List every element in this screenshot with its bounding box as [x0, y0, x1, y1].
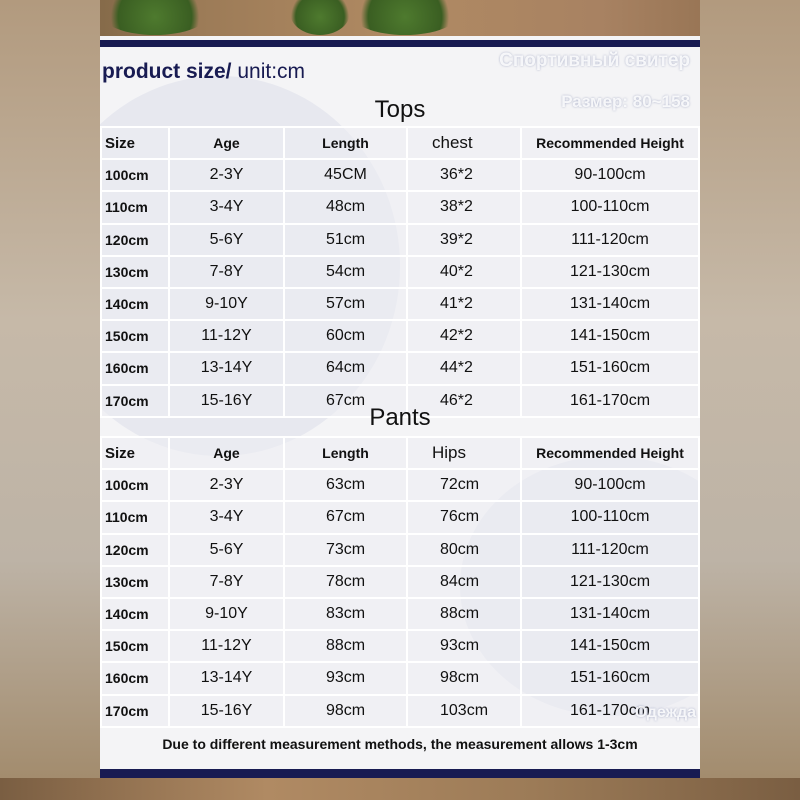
- column-header: Length: [285, 436, 408, 470]
- length-cell: 88cm: [285, 631, 408, 663]
- recommended-height-cell: 161-170cm: [522, 386, 700, 418]
- size-cell: 170cm: [100, 386, 170, 418]
- table-header-row: [100, 436, 700, 470]
- background-wood-bottom: [0, 778, 800, 800]
- length-cell: 67cm: [285, 386, 408, 418]
- measurement-cell: 46*2: [408, 386, 522, 418]
- age-cell: 9-10Y: [170, 599, 285, 631]
- table-row: [100, 257, 700, 289]
- measurement-cell: 80cm: [408, 535, 522, 567]
- column-header: chest: [408, 126, 522, 160]
- size-cell: 120cm: [100, 535, 170, 567]
- column-header: Recommended Height: [522, 126, 700, 160]
- table-row: [100, 696, 700, 728]
- column-header: Length: [285, 126, 408, 160]
- recommended-height-cell: 131-140cm: [522, 289, 700, 321]
- size-cell: 140cm: [100, 599, 170, 631]
- table-row: [100, 321, 700, 353]
- recommended-height-cell: 151-160cm: [522, 353, 700, 385]
- measurement-cell: 41*2: [408, 289, 522, 321]
- length-cell: 93cm: [285, 663, 408, 695]
- measurement-cell: 40*2: [408, 257, 522, 289]
- age-cell: 13-14Y: [170, 663, 285, 695]
- age-cell: 9-10Y: [170, 289, 285, 321]
- top-rule: [100, 40, 700, 47]
- title-unit: unit:cm: [231, 60, 306, 83]
- measurement-cell: 36*2: [408, 160, 522, 192]
- size-cell: 140cm: [100, 289, 170, 321]
- watermark-russian-corner: Одежда: [634, 704, 696, 721]
- page-title: [102, 60, 305, 84]
- recommended-height-cell: 111-120cm: [522, 535, 700, 567]
- measurement-cell: 38*2: [408, 192, 522, 224]
- recommended-height-cell: 111-120cm: [522, 225, 700, 257]
- watermark-russian-size: Размер: 80~158: [561, 92, 690, 111]
- column-header: Size: [100, 436, 170, 470]
- length-cell: 48cm: [285, 192, 408, 224]
- size-cell: 100cm: [100, 470, 170, 502]
- age-cell: 13-14Y: [170, 353, 285, 385]
- length-cell: 54cm: [285, 257, 408, 289]
- title-main: product size/: [102, 60, 232, 83]
- age-cell: 15-16Y: [170, 386, 285, 418]
- table-header-row: [100, 126, 700, 160]
- length-cell: 67cm: [285, 502, 408, 534]
- background-right-strip: [700, 0, 800, 800]
- recommended-height-cell: 90-100cm: [522, 470, 700, 502]
- watermark-russian-title: Спортивный свитер: [499, 50, 690, 71]
- age-cell: 3-4Y: [170, 192, 285, 224]
- age-cell: 15-16Y: [170, 696, 285, 728]
- size-cell: 150cm: [100, 631, 170, 663]
- table-row: [100, 567, 700, 599]
- size-cell: 130cm: [100, 257, 170, 289]
- recommended-height-cell: 100-110cm: [522, 192, 700, 224]
- recommended-height-cell: 161-170cm: [522, 696, 700, 728]
- table-row: [100, 160, 700, 192]
- size-cell: 150cm: [100, 321, 170, 353]
- measurement-cell: 103cm: [408, 696, 522, 728]
- table-row: [100, 470, 700, 502]
- column-header: Age: [170, 126, 285, 160]
- recommended-height-cell: 151-160cm: [522, 663, 700, 695]
- size-cell: 100cm: [100, 160, 170, 192]
- size-cell: 160cm: [100, 663, 170, 695]
- length-cell: 45CM: [285, 160, 408, 192]
- age-cell: 5-6Y: [170, 535, 285, 567]
- size-cell: 170cm: [100, 696, 170, 728]
- recommended-height-cell: 141-150cm: [522, 321, 700, 353]
- length-cell: 63cm: [285, 470, 408, 502]
- measurement-cell: 39*2: [408, 225, 522, 257]
- table-row: [100, 353, 700, 385]
- length-cell: 64cm: [285, 353, 408, 385]
- age-cell: 5-6Y: [170, 225, 285, 257]
- recommended-height-cell: 121-130cm: [522, 567, 700, 599]
- length-cell: 83cm: [285, 599, 408, 631]
- measurement-cell: 72cm: [408, 470, 522, 502]
- recommended-height-cell: 90-100cm: [522, 160, 700, 192]
- measurement-cell: 76cm: [408, 502, 522, 534]
- measurement-cell: 88cm: [408, 599, 522, 631]
- bottom-rule: [100, 769, 700, 778]
- measurement-footnote: Due to different measurement methods, the measurement allows 1-3cm: [162, 736, 638, 752]
- column-header: Hips: [408, 436, 522, 470]
- tops-section-title: Tops: [374, 96, 426, 123]
- table-row: [100, 192, 700, 224]
- recommended-height-cell: 131-140cm: [522, 599, 700, 631]
- age-cell: 11-12Y: [170, 321, 285, 353]
- age-cell: 2-3Y: [170, 470, 285, 502]
- table-row: [100, 663, 700, 695]
- age-cell: 11-12Y: [170, 631, 285, 663]
- size-cell: 120cm: [100, 225, 170, 257]
- measurement-cell: 93cm: [408, 631, 522, 663]
- table-row: [100, 599, 700, 631]
- size-cell: 110cm: [100, 502, 170, 534]
- age-cell: 3-4Y: [170, 502, 285, 534]
- recommended-height-cell: 121-130cm: [522, 257, 700, 289]
- pants-size-table: [100, 436, 700, 728]
- age-cell: 7-8Y: [170, 257, 285, 289]
- tops-size-table: [100, 126, 700, 418]
- length-cell: 73cm: [285, 535, 408, 567]
- length-cell: 98cm: [285, 696, 408, 728]
- pants-section-title: Pants: [369, 404, 431, 431]
- measurement-cell: 44*2: [408, 353, 522, 385]
- recommended-height-cell: 141-150cm: [522, 631, 700, 663]
- length-cell: 60cm: [285, 321, 408, 353]
- measurement-cell: 84cm: [408, 567, 522, 599]
- length-cell: 57cm: [285, 289, 408, 321]
- column-header: Age: [170, 436, 285, 470]
- table-row: [100, 535, 700, 567]
- column-header: Recommended Height: [522, 436, 700, 470]
- table-row: [100, 631, 700, 663]
- measurement-cell: 98cm: [408, 663, 522, 695]
- table-row: [100, 502, 700, 534]
- size-cell: 160cm: [100, 353, 170, 385]
- table-row: [100, 289, 700, 321]
- length-cell: 78cm: [285, 567, 408, 599]
- size-chart-card: [100, 36, 700, 778]
- table-row: [100, 225, 700, 257]
- recommended-height-cell: 100-110cm: [522, 502, 700, 534]
- background-left-strip: [0, 0, 100, 800]
- size-cell: 110cm: [100, 192, 170, 224]
- age-cell: 7-8Y: [170, 567, 285, 599]
- length-cell: 51cm: [285, 225, 408, 257]
- column-header: Size: [100, 126, 170, 160]
- age-cell: 2-3Y: [170, 160, 285, 192]
- measurement-cell: 42*2: [408, 321, 522, 353]
- size-cell: 130cm: [100, 567, 170, 599]
